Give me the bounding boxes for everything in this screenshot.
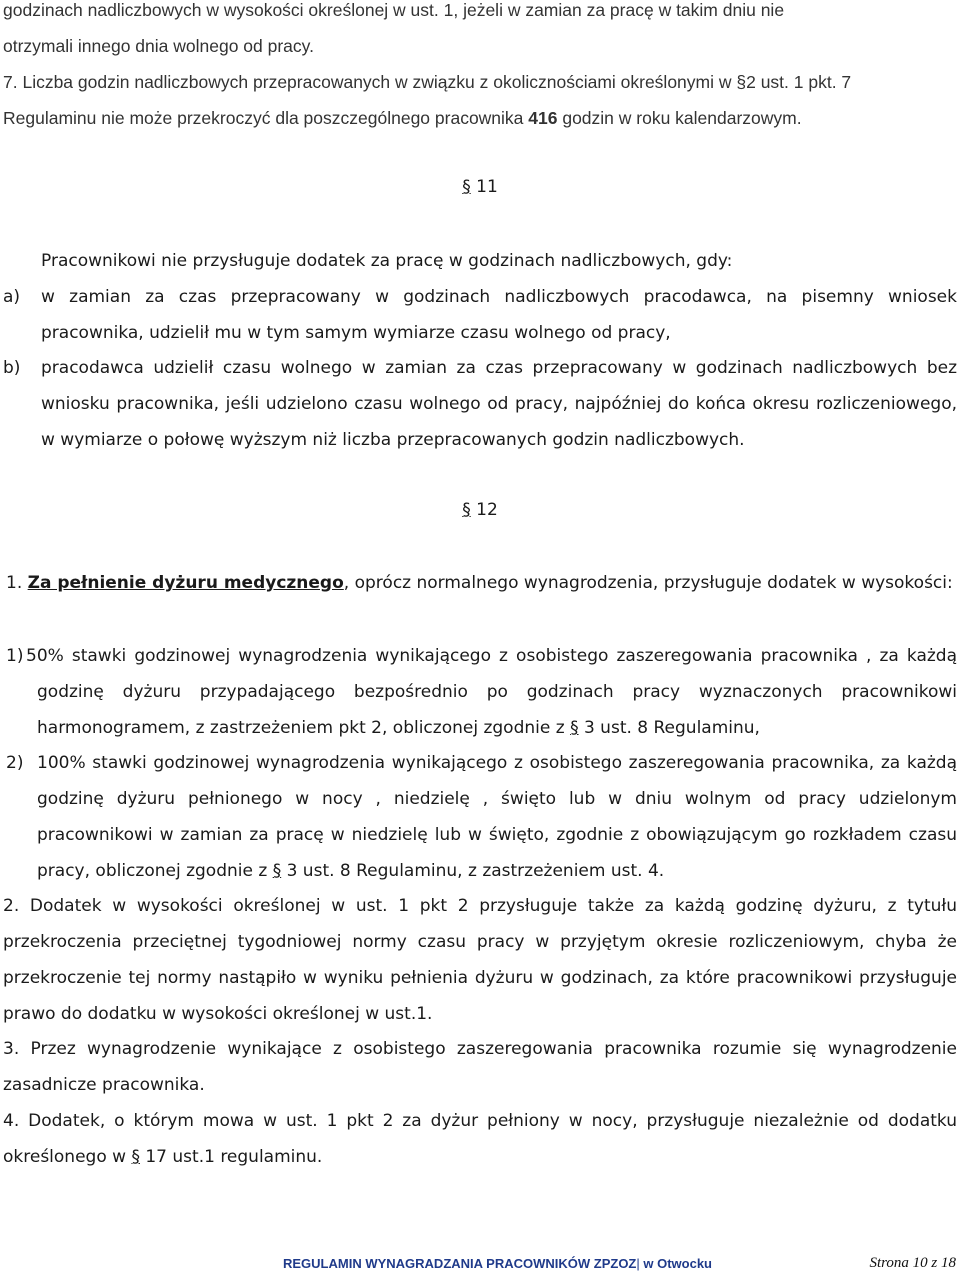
paragraph-text: 17 ust.1 regulaminu. xyxy=(139,1147,323,1167)
section-symbol: § xyxy=(131,1147,140,1167)
paragraph-7 xyxy=(3,64,957,136)
footer-title xyxy=(283,1256,712,1271)
section-12-item-1 xyxy=(3,638,957,746)
paragraph-number: 1. xyxy=(6,573,28,593)
section-11-heading xyxy=(0,177,960,197)
item-text xyxy=(26,638,957,746)
section-12-heading xyxy=(0,500,960,520)
footer-separator: | xyxy=(636,1256,640,1271)
text-line: Regulaminu nie może przekroczyć dla poszczególnego pracownika xyxy=(3,108,529,128)
item-label: 1) xyxy=(6,646,24,666)
page-footer xyxy=(0,1256,960,1276)
section-12-paragraph-3 xyxy=(3,1031,957,1103)
text-line: godzin w roku kalendarzowym. xyxy=(557,108,802,128)
section-symbol: § xyxy=(570,718,579,738)
intro-text: Pracownikowi nie przysługuje dodatek za pracę w godzinach nadliczbowych, gdy: xyxy=(41,251,733,271)
section-symbol: § xyxy=(272,861,282,881)
section-symbol: § xyxy=(462,177,471,197)
item-text-part: 50% stawki godzinowej wynagrodzenia wynikającego z osobistego zaszeregowania pracownika , za każdą godzinę dyżuru przypadającego bezpośrednio po godzinach pracy wyznaczonych pracownikowi harmonogramem, z zastrzeżeniem pkt 2, obliczonej zgodnie z xyxy=(26,646,957,738)
paragraph-text: 3. Przez wynagrodzenie wynikające z osobistego zaszeregowania pracownika rozumie się wynagrodzenie zasadnicze pracownika. xyxy=(3,1039,957,1095)
item-text xyxy=(37,745,957,889)
item-label: a) xyxy=(3,287,21,307)
section-number: 11 xyxy=(476,177,498,197)
item-text: w zamian za czas przepracowany w godzinach nadliczbowych pracodawca, na pisemny wniosek pracownika, udzielił mu w tym samym wymiarze czasu wolnego od pracy, xyxy=(41,287,957,343)
text-line: 7. Liczba godzin nadliczbowych przepracowanych w związku z okolicznościami określonymi w §2 ust. 1 pkt. 7 xyxy=(3,72,852,92)
page-number: Strona 10 z 18 xyxy=(869,1255,956,1271)
item-text-part: 3 ust. 8 Regulaminu, xyxy=(578,718,760,738)
hours-limit: 416 xyxy=(528,108,558,128)
text-line: otrzymali innego dnia wolnego od pracy. xyxy=(3,36,314,56)
item-text-part: 100% stawki godzinowej wynagrodzenia wynikającego z osobistego zaszeregowania pracownika, za każdą godzinę dyżuru pełnionego w nocy , niedzielę , święto lub w dniu wolnym od pracy udzielonym pracownikowi w zamian za pracę w niedzielę lub w święto, zgodnie z obowiązującym go rozkładem czasu pracy, obliczonej zgodnie z xyxy=(37,753,957,881)
section-11-item-a xyxy=(3,279,957,351)
paragraph-6-continued xyxy=(3,0,957,64)
footer-place: w Otwocku xyxy=(639,1256,712,1271)
text-line: godzinach nadliczbowych w wysokości określonej w ust. 1, jeżeli w zamian za pracę w takim dniu nie xyxy=(3,0,785,20)
paragraph-text: 4. Dodatek, o którym mowa w ust. 1 pkt 2 za dyżur pełniony w nocy, przysługuje niezależnie od dodatku określonego w xyxy=(3,1111,957,1167)
section-symbol: § xyxy=(462,500,471,520)
item-text: pracodawca udzielił czasu wolnego w zamian za czas przepracowany w godzinach nadliczbowych bez wniosku pracownika, jeśli udzielono czasu wolnego od pracy, najpóźniej do końca okresu rozliczeniowego, w wymiarze o połowę wyższym niż liczba przepracowanych godzin nadliczbowych. xyxy=(41,358,957,450)
paragraph-text: , oprócz normalnego wynagrodzenia, przysługuje dodatek w wysokości: xyxy=(343,573,953,593)
section-12-item-2 xyxy=(3,745,957,889)
section-number: 12 xyxy=(476,500,498,520)
item-label: 2) xyxy=(6,753,24,773)
section-12-paragraph-2 xyxy=(3,888,957,1032)
section-11-item-b xyxy=(3,350,957,458)
item-text-part: 3 ust. 8 Regulaminu, z zastrzeżeniem ust. 4. xyxy=(281,861,665,881)
duty-heading: Za pełnienie dyżuru medycznego xyxy=(27,573,344,593)
section-11-intro xyxy=(41,243,941,279)
item-label: b) xyxy=(3,358,21,378)
footer-title-text: REGULAMIN WYNAGRADZANIA PRACOWNIKÓW ZPZOZ xyxy=(283,1256,637,1271)
paragraph-text: 2. Dodatek w wysokości określonej w ust. 1 pkt 2 przysługuje także za każdą godzinę dyżuru, z tytułu przekroczenia przeciętnej tygodniowej normy czasu pracy w przyjętym okresie rozliczeniowym, chyba że przekroczenie tej normy nastąpiło w wyniku pełnienia dyżuru w godzinach, za które pracownikowi przysługuje prawo do dodatku w wysokości określonej w ust.1. xyxy=(3,896,957,1024)
section-12-paragraph-1 xyxy=(3,565,957,601)
section-12-paragraph-4 xyxy=(3,1103,957,1175)
